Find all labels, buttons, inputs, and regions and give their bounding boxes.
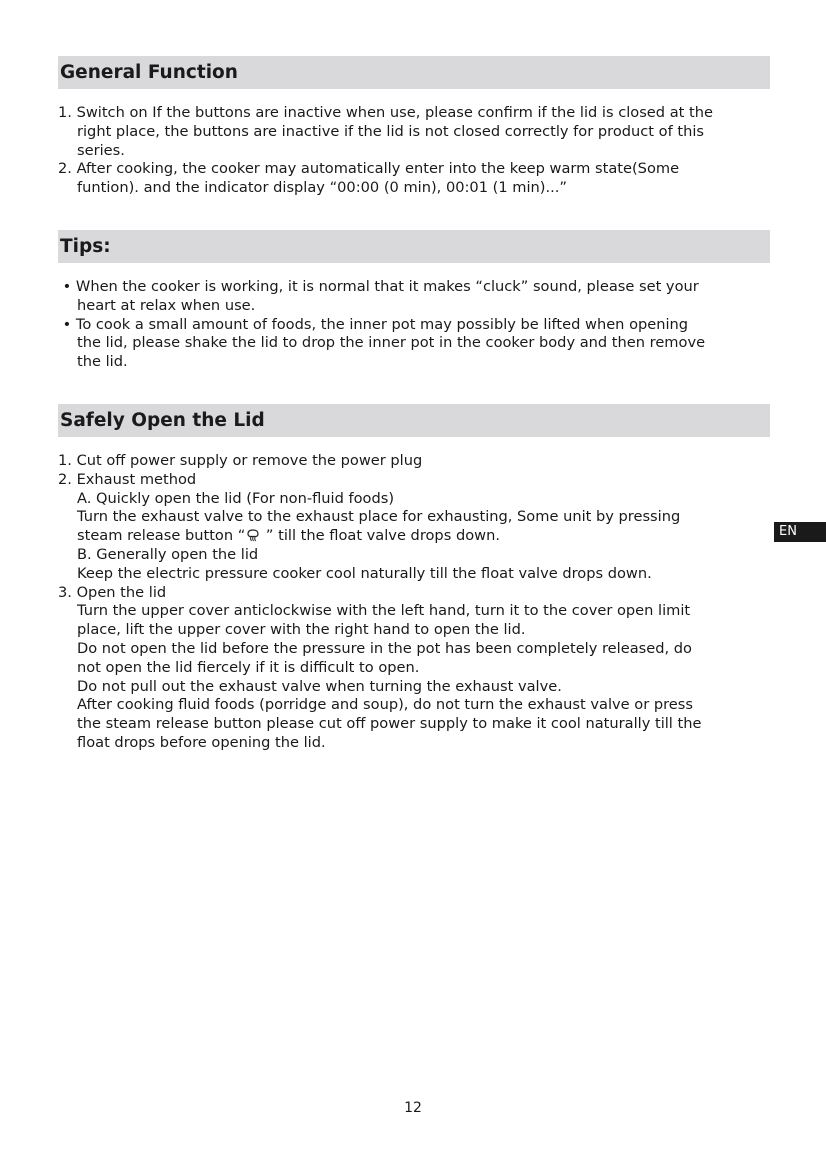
text-line: the lid. xyxy=(77,353,128,371)
text-fragment: steam release button “ xyxy=(77,527,246,545)
steam-release-icon xyxy=(245,527,261,543)
page-number: 12 xyxy=(404,1100,422,1116)
text-line: Do not pull out the exhaust valve when turning the exhaust valve. xyxy=(77,677,562,695)
section-title-safely-open-lid: Safely Open the Lid xyxy=(58,404,770,437)
text-line: the steam release button please cut off power supply to make it cool naturally till the xyxy=(77,715,702,733)
text-line: • When the cooker is working, it is normal that it makes “cluck” sound, please set your xyxy=(58,278,699,295)
general-function-text xyxy=(58,104,773,198)
text-line: right place, the buttons are inactive if the lid is not closed correctly for product of this xyxy=(77,122,704,140)
text-line: float drops before opening the lid. xyxy=(77,733,326,751)
text-line: the lid, please shake the lid to drop the inner pot in the cooker body and then remove xyxy=(77,334,706,352)
text-line-with-icon xyxy=(58,527,773,546)
text-line: B. Generally open the lid xyxy=(77,545,259,563)
text-line: Turn the exhaust valve to the exhaust place for exhausting, Some unit by pressing xyxy=(77,508,681,526)
text-line: Do not open the lid before the pressure in the pot has been completely released, do xyxy=(77,639,692,657)
text-line: After cooking fluid foods (porridge and soup), do not turn the exhaust valve or press xyxy=(77,696,693,714)
text-line: funtion). and the indicator display “00:00 (0 min), 00:01 (1 min)...” xyxy=(77,179,567,197)
section-title-tips: Tips: xyxy=(58,230,770,263)
text-line: place, lift the upper cover with the right hand to open the lid. xyxy=(77,621,526,639)
safely-open-lid-text xyxy=(58,452,773,753)
text-line: Keep the electric pressure cooker cool naturally till the float valve drops down. xyxy=(77,564,652,582)
text-line: heart at relax when use. xyxy=(77,296,256,314)
text-line: not open the lid fiercely if it is difficult to open. xyxy=(77,658,420,676)
text-fragment: ” till the float valve drops down. xyxy=(261,527,500,545)
text-line: 1. Switch on If the buttons are inactive when use, please confirm if the lid is closed at the xyxy=(58,104,713,121)
text-line: 1. Cut off power supply or remove the power plug xyxy=(58,452,423,469)
text-line: • To cook a small amount of foods, the inner pot may possibly be lifted when opening xyxy=(58,315,689,333)
text-line: 2. After cooking, the cooker may automatically enter into the keep warm state(Some xyxy=(58,160,680,178)
text-line: Turn the upper cover anticlockwise with the left hand, turn it to the cover open limit xyxy=(77,602,691,620)
language-tab: EN xyxy=(774,522,826,542)
text-line: 2. Exhaust method xyxy=(58,470,197,488)
section-title-general-function: General Function xyxy=(58,56,770,89)
text-line: A. Quickly open the lid (For non-fluid foods) xyxy=(77,489,395,507)
tips-text xyxy=(58,278,773,372)
text-line: series. xyxy=(77,141,125,159)
text-line: 3. Open the lid xyxy=(58,583,167,601)
